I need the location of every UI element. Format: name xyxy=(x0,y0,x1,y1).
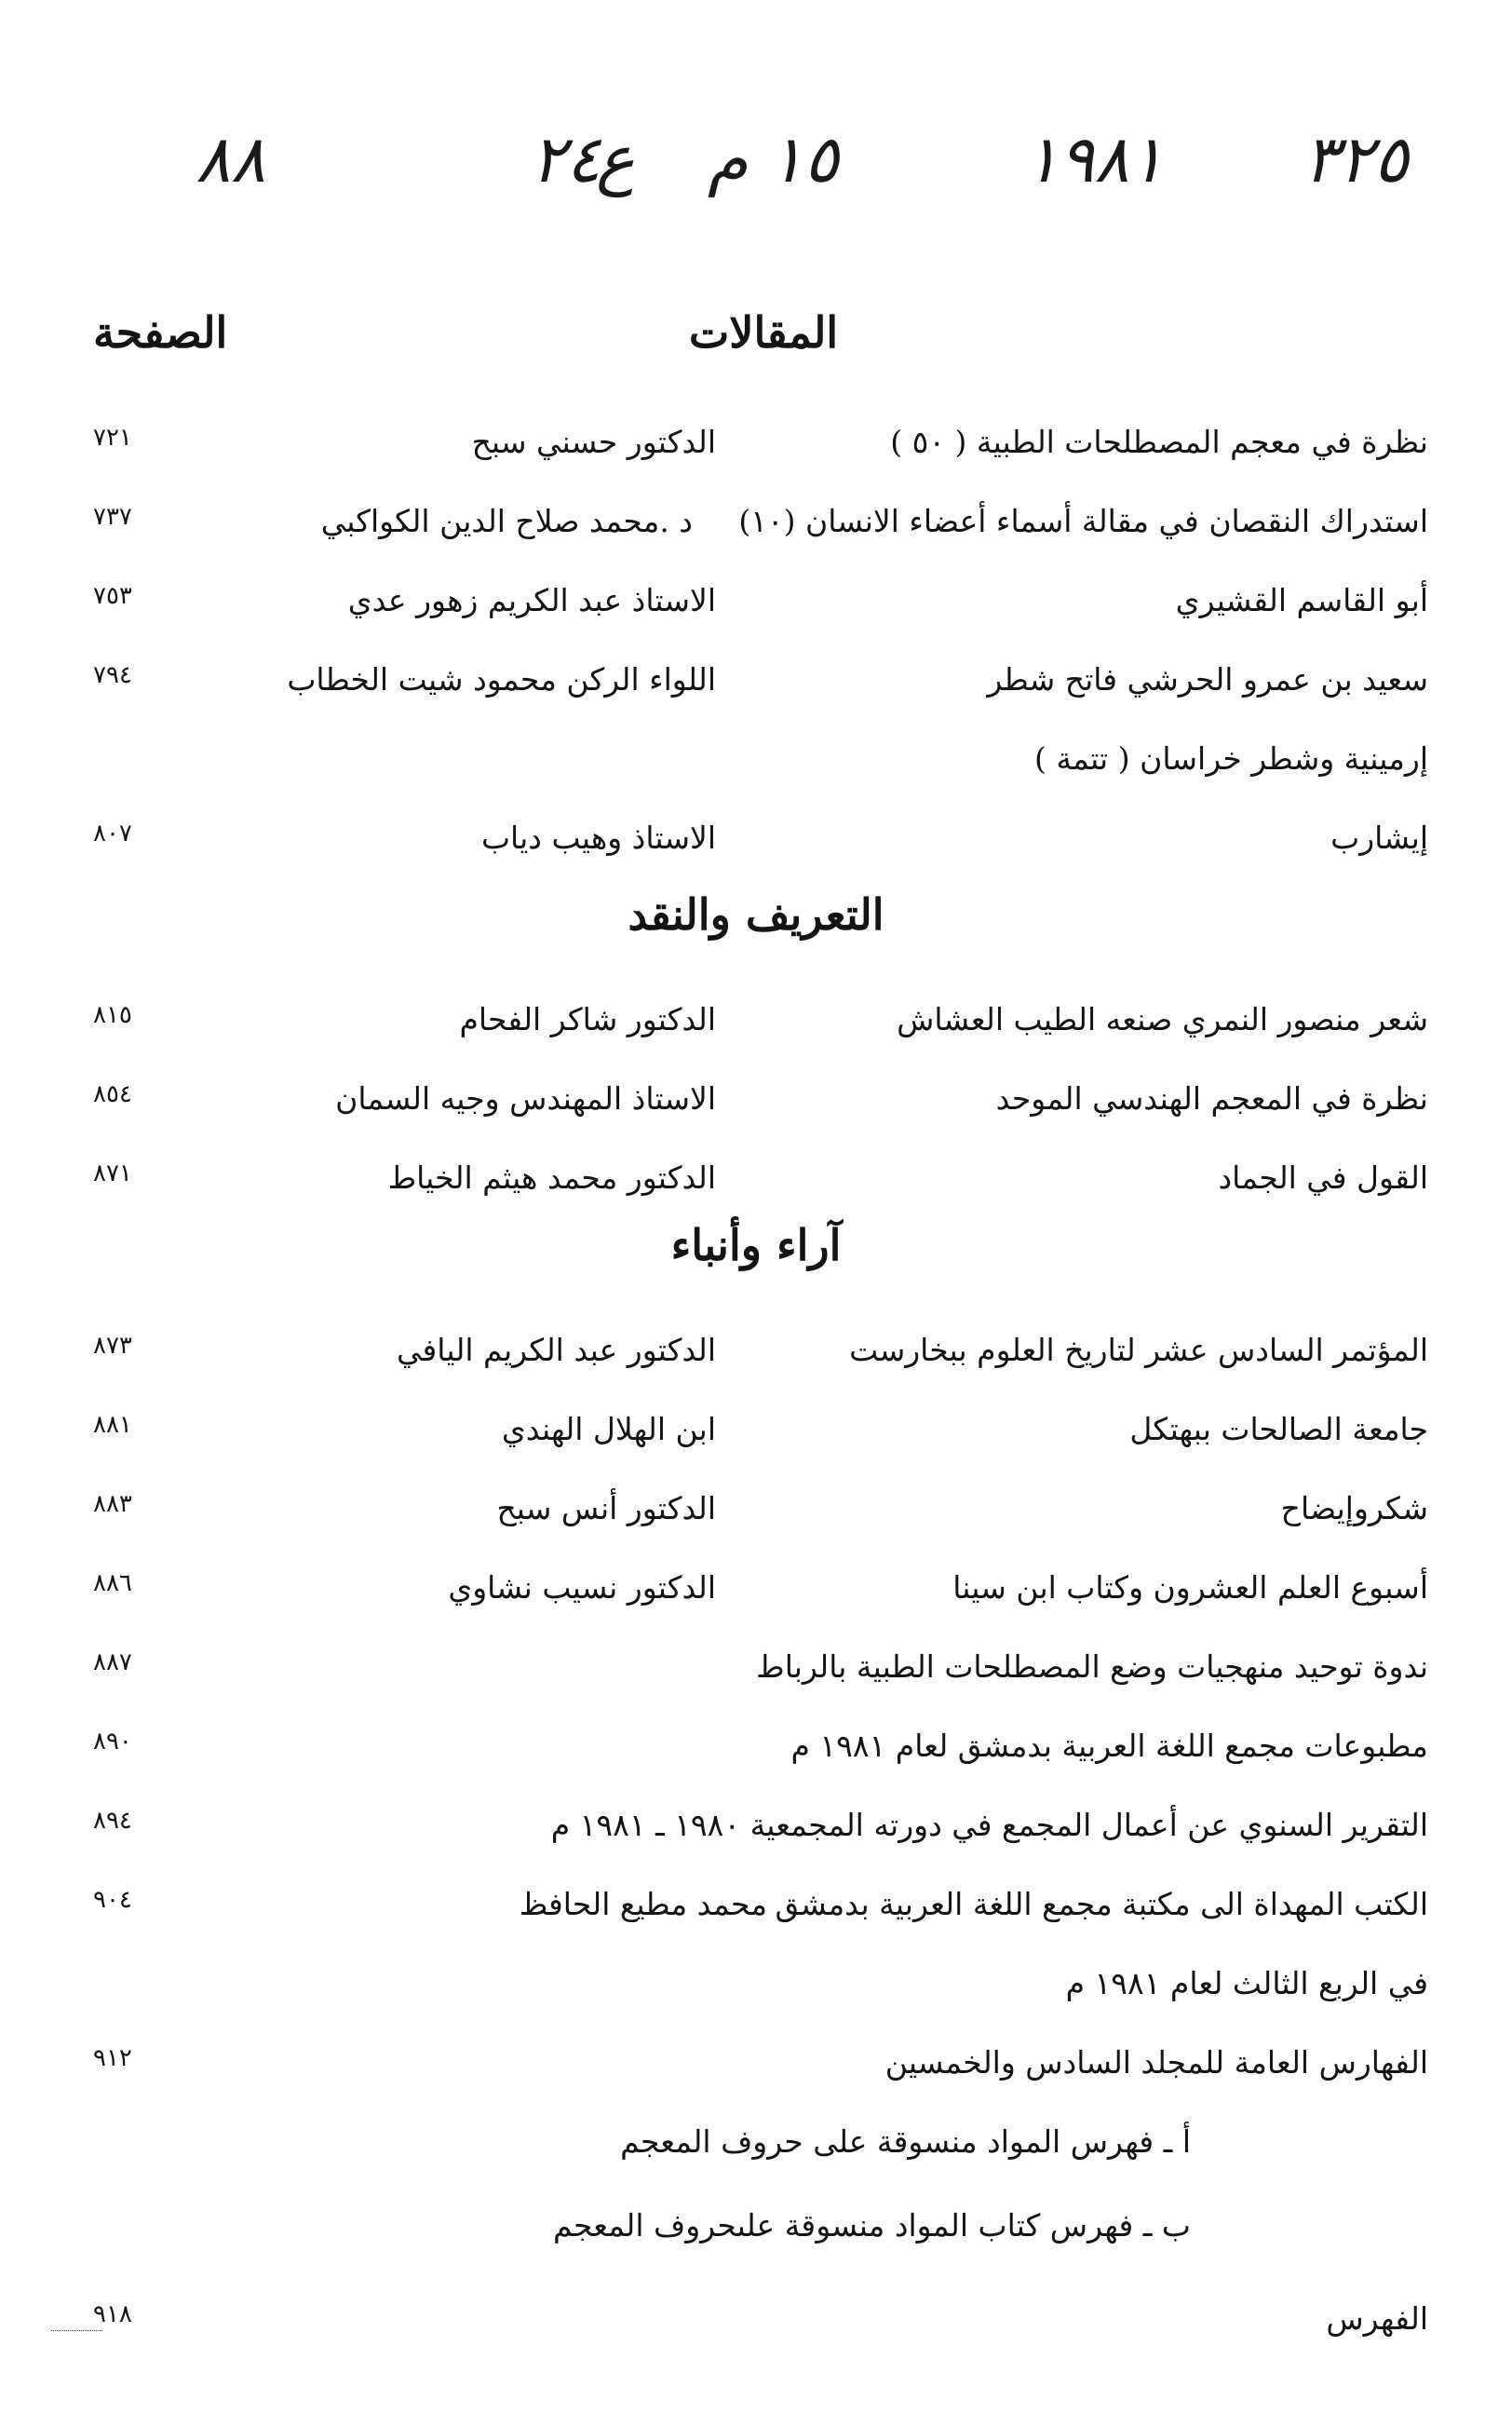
articles-heading: المقالات xyxy=(689,307,839,358)
handwritten-mark-c: ١٥ م xyxy=(708,121,839,197)
toc-entry xyxy=(0,503,1512,568)
entry-author: الدكتور أنس سبح xyxy=(496,1490,716,1526)
entry-title: ندوة توحيد منهجيات وضع المصطلحات الطبية بالرباط xyxy=(756,1648,1428,1685)
toc-entry xyxy=(0,661,1512,726)
toc-entry xyxy=(0,1569,1512,1634)
entry-title: الفهارس العامة للمجلد السادس والخمسين xyxy=(884,2044,1428,2081)
entry-page: ٩٠٤ xyxy=(93,1886,132,1914)
entry-page: ٨٧١ xyxy=(93,1159,132,1187)
toc-entry xyxy=(0,1807,1512,1872)
entry-page: ٧٥٣ xyxy=(93,582,132,610)
entry-author: الاستاذ وهيب دياب xyxy=(480,820,716,856)
sub-index-item: أ ـ فهرس المواد منسوقة على حروف المعجم xyxy=(620,2123,1191,2160)
handwritten-mark-b: ع xyxy=(596,121,635,197)
entry-author: الدكتور عبد الكريم اليافي xyxy=(397,1332,716,1368)
toc-entry xyxy=(0,1728,1512,1793)
entry-page: ٧٩٤ xyxy=(93,661,132,689)
toc-entry xyxy=(0,582,1512,647)
toc-entry xyxy=(0,1886,1512,1951)
opinions-heading: آراء وأنباء xyxy=(670,1220,842,1270)
entry-page: ٧٣٧ xyxy=(93,503,132,531)
handwritten-number-left: ٨٨ xyxy=(196,121,266,197)
entry-title: إيشارب xyxy=(1330,820,1428,856)
toc-entry xyxy=(0,1332,1512,1397)
entry-author: الدكتور نسيب نشاوي xyxy=(448,1569,716,1606)
toc-entry xyxy=(0,1001,1512,1066)
sub-index-item: ب ـ فهرس كتاب المواد منسوقة علىحروف المعجم xyxy=(553,2207,1191,2244)
entry-page: ٨٠٧ xyxy=(93,820,132,847)
toc-entry xyxy=(0,2044,1512,2109)
entry-author: الدكتور محمد هيثم الخياط xyxy=(387,1159,716,1196)
entry-page: ٨٧٣ xyxy=(93,1332,132,1360)
toc-entry xyxy=(0,1648,1512,1714)
entry-author: الاستاذ المهندس وجيه السمان xyxy=(335,1080,716,1117)
entry-page: ٨٨٦ xyxy=(93,1569,132,1597)
entry-page: ٨٨٧ xyxy=(93,1648,132,1676)
leader-dots xyxy=(51,2330,102,2331)
entry-title: في الربع الثالث لعام ١٩٨١ م xyxy=(1065,1965,1428,2001)
entry-page: ٨٩٠ xyxy=(93,1728,132,1756)
page-column-header: الصفحة xyxy=(93,307,228,358)
toc-entry-continuation xyxy=(0,1965,1512,2030)
entry-title: إرمينية وشطر خراسان ( تتمة ) xyxy=(1033,740,1428,777)
entry-page: ٨٥٤ xyxy=(93,1080,132,1108)
entry-author: اللواء الركن محمود شيت الخطاب xyxy=(287,661,716,698)
entry-title: مطبوعات مجمع اللغة العربية بدمشق لعام ١٩٨١ م xyxy=(790,1728,1428,1764)
toc-entry xyxy=(0,1080,1512,1146)
entry-author: محمد مطيع الحافظ xyxy=(519,1886,767,1922)
entry-page: ٩١٢ xyxy=(93,2044,132,2072)
entry-title: شعر منصور النمري صنعه الطيب العشاش xyxy=(897,1001,1428,1037)
entry-page: ٧٢١ xyxy=(93,424,132,452)
entry-title: أبو القاسم القشيري xyxy=(1175,582,1428,618)
entry-page: ٨٨٣ xyxy=(93,1490,132,1518)
entry-title: التقرير السنوي عن أعمال المجمع في دورته المجمعية ١٩٨٠ ـ ١٩٨١ م xyxy=(550,1807,1428,1843)
reviews-heading: التعريف والنقد xyxy=(628,889,884,940)
handwritten-code: ٣٢٥ xyxy=(1303,121,1409,197)
entry-title: الكتب المهداة الى مكتبة مجمع اللغة العربية بدمشق xyxy=(775,1886,1428,1922)
entry-title: استدراك النقصان في مقالة أسماء أعضاء الانسان (١٠) xyxy=(738,503,1428,539)
handwritten-year: ١٩٨١ xyxy=(1024,121,1165,197)
entry-title: نظرة في معجم المصطلحات الطبية ( ٥٠ ) xyxy=(890,424,1428,460)
toc-entry xyxy=(0,1411,1512,1476)
entry-author: الاستاذ عبد الكريم زهور عدي xyxy=(347,582,716,618)
entry-title: شكروإيضاح xyxy=(1280,1490,1428,1526)
toc-entry xyxy=(0,820,1512,885)
toc-entry-index xyxy=(0,2300,1512,2366)
toc-entry xyxy=(0,424,1512,489)
entry-author: الدكتور حسني سبح xyxy=(471,424,716,460)
toc-entry-continuation xyxy=(0,740,1512,806)
entry-page: ٨١٥ xyxy=(93,1001,132,1029)
entry-page: ٩١٨ xyxy=(93,2300,132,2328)
entry-page: ٨٩٤ xyxy=(93,1807,132,1835)
toc-entry xyxy=(0,1490,1512,1555)
toc-entry xyxy=(0,1159,1512,1225)
entry-title: جامعة الصالحات ببهتكل xyxy=(1129,1411,1428,1447)
entry-title: الفهرس xyxy=(1326,2300,1428,2337)
entry-title: القول في الجماد xyxy=(1218,1159,1428,1196)
entry-page: ٨٨١ xyxy=(93,1411,132,1439)
entry-title: سعيد بن عمرو الحرشي فاتح شطر xyxy=(987,661,1428,698)
entry-title: أسبوع العلم العشرون وكتاب ابن سينا xyxy=(952,1569,1428,1606)
entry-author: الدكتور شاكر الفحام xyxy=(459,1001,716,1037)
entry-author: د .محمد صلاح الدين الكواكبي xyxy=(320,503,693,539)
handwritten-mark-a: ٢٤ xyxy=(531,121,601,197)
entry-title: نظرة في المعجم الهندسي الموحد xyxy=(995,1080,1428,1117)
entry-title: المؤتمر السادس عشر لتاريخ العلوم ببخارست xyxy=(849,1332,1428,1368)
entry-author: ابن الهلال الهندي xyxy=(501,1411,716,1447)
